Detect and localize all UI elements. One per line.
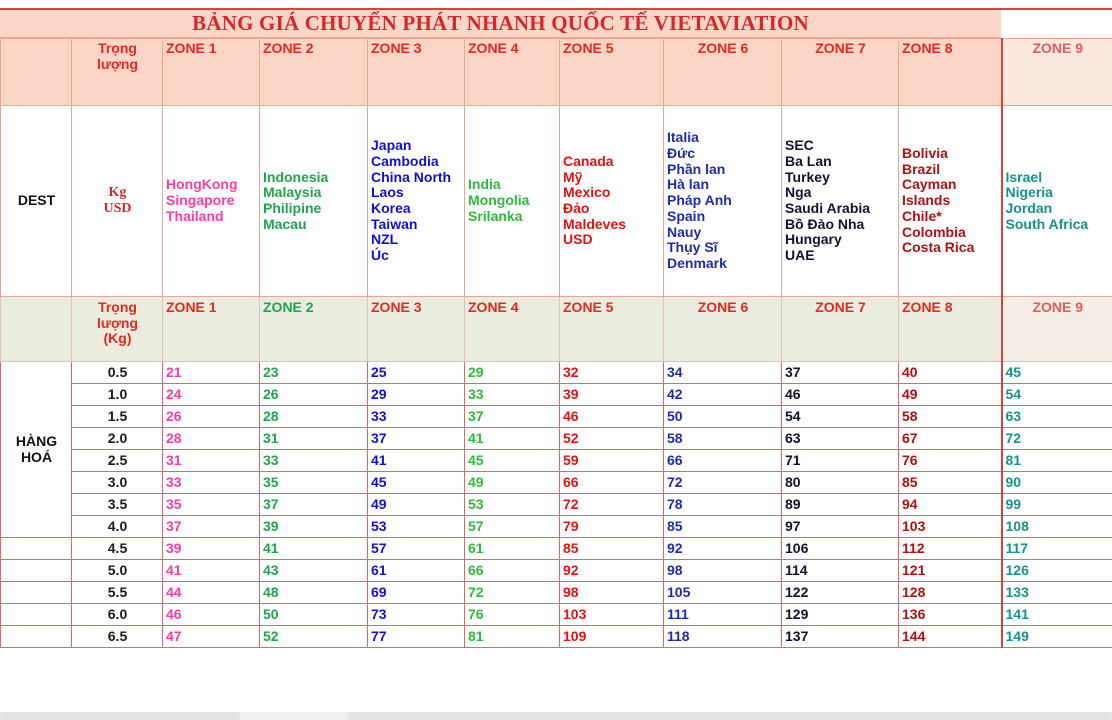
price-cell-zone-2: 35 bbox=[260, 472, 368, 494]
price-cell-zone-4: 61 bbox=[465, 538, 560, 560]
price-cell-zone-7: 114 bbox=[782, 560, 899, 582]
dest-country: UAE bbox=[785, 247, 815, 264]
price-cell-zone-2: 50 bbox=[260, 604, 368, 626]
price-cell-zone-7: 46 bbox=[782, 384, 899, 406]
price-cell-zone-5: 103 bbox=[560, 604, 664, 626]
dest-country: Maldeves bbox=[563, 215, 627, 232]
zone-header-2: ZONE 2 bbox=[260, 39, 368, 106]
price-cell-zone-8: 40 bbox=[899, 362, 1002, 384]
price-cell-zone-7: 106 bbox=[782, 538, 899, 560]
weight-cell: 3.0 bbox=[72, 472, 163, 494]
page-title: BẢNG GIÁ CHUYỂN PHÁT NHANH QUỐC TẾ VIETAVIATION bbox=[192, 11, 809, 35]
price-cell-zone-9: 45 bbox=[1002, 362, 1112, 384]
dest-country: HongKong bbox=[166, 176, 238, 193]
dest-country: Bồ Đào Nha bbox=[785, 215, 865, 232]
price-cell-zone-3: 29 bbox=[368, 384, 465, 406]
price-cell-zone-1: 26 bbox=[163, 406, 260, 428]
price-cell-zone-4: 81 bbox=[465, 626, 560, 648]
price-cell-zone-7: 63 bbox=[782, 428, 899, 450]
zone-header-4: ZONE 4 bbox=[465, 39, 560, 106]
zone-header-5: ZONE 5 bbox=[560, 39, 664, 106]
price-cell-zone-6: 98 bbox=[664, 560, 782, 582]
weight-cell: 0.5 bbox=[72, 362, 163, 384]
price-cell-zone-8: 49 bbox=[899, 384, 1002, 406]
price-cell-zone-9: 117 bbox=[1002, 538, 1112, 560]
price-row bbox=[1, 362, 1112, 384]
zone2-header-4: ZONE 4 bbox=[465, 297, 560, 362]
dest-zone-9 bbox=[1002, 106, 1112, 297]
price-cell-zone-5: 32 bbox=[560, 362, 664, 384]
price-cell-zone-4: 33 bbox=[465, 384, 560, 406]
price-cell-zone-4: 76 bbox=[465, 604, 560, 626]
price-cell-zone-4: 41 bbox=[465, 428, 560, 450]
weight-header-line1: Trọng bbox=[98, 40, 137, 56]
price-cell-zone-4: 72 bbox=[465, 582, 560, 604]
horizontal-scrollbar[interactable] bbox=[0, 712, 1112, 720]
price-cell-zone-9: 126 bbox=[1002, 560, 1112, 582]
price-cell-zone-5: 39 bbox=[560, 384, 664, 406]
zone2-header-6: ZONE 6 bbox=[664, 297, 782, 362]
price-cell-zone-7: 37 bbox=[782, 362, 899, 384]
price-cell-zone-5: 109 bbox=[560, 626, 664, 648]
dest-country: Úc bbox=[371, 247, 389, 264]
price-cell-zone-1: 31 bbox=[163, 450, 260, 472]
price-cell-zone-1: 41 bbox=[163, 560, 260, 582]
price-cell-zone-3: 69 bbox=[368, 582, 465, 604]
unit-label bbox=[72, 106, 163, 297]
zone-header-7: ZONE 7 bbox=[782, 39, 899, 106]
price-cell-zone-2: 52 bbox=[260, 626, 368, 648]
price-cell-zone-5: 79 bbox=[560, 516, 664, 538]
weight-cell: 3.5 bbox=[72, 494, 163, 516]
price-cell-zone-1: 37 bbox=[163, 516, 260, 538]
dest-country: Nga bbox=[785, 184, 812, 201]
weight-header-kg bbox=[72, 297, 163, 362]
price-cell-zone-6: 85 bbox=[664, 516, 782, 538]
dest-country-list bbox=[563, 154, 661, 248]
price-row bbox=[1, 472, 1112, 494]
price-cell-zone-5: 85 bbox=[560, 538, 664, 560]
dest-country: Indonesia bbox=[263, 168, 329, 185]
price-cell-zone-4: 37 bbox=[465, 406, 560, 428]
price-cell-zone-6: 50 bbox=[664, 406, 782, 428]
destination-row bbox=[1, 106, 1112, 297]
title-bar bbox=[0, 8, 1001, 38]
dest-country: India bbox=[468, 176, 501, 193]
price-cell-zone-9: 63 bbox=[1002, 406, 1112, 428]
price-cell-zone-6: 78 bbox=[664, 494, 782, 516]
price-cell-zone-2: 26 bbox=[260, 384, 368, 406]
dest-zone-5 bbox=[560, 106, 664, 297]
price-cell-zone-7: 71 bbox=[782, 450, 899, 472]
price-cell-zone-8: 112 bbox=[899, 538, 1002, 560]
price-row bbox=[1, 538, 1112, 560]
weight-kg-line3: (Kg) bbox=[103, 330, 132, 347]
weight-cell: 6.0 bbox=[72, 604, 163, 626]
blank-label-cell bbox=[1, 604, 72, 626]
price-cell-zone-9: 141 bbox=[1002, 604, 1112, 626]
dest-country: Korea bbox=[371, 200, 411, 216]
price-cell-zone-5: 52 bbox=[560, 428, 664, 450]
price-cell-zone-7: 97 bbox=[782, 516, 899, 538]
price-cell-zone-5: 59 bbox=[560, 450, 664, 472]
price-cell-zone-2: 48 bbox=[260, 582, 368, 604]
price-cell-zone-7: 54 bbox=[782, 406, 899, 428]
dest-country: Thailand bbox=[166, 207, 224, 224]
price-cell-zone-5: 72 bbox=[560, 494, 664, 516]
dest-country-list bbox=[263, 170, 365, 233]
dest-country-list bbox=[902, 146, 999, 256]
price-cell-zone-2: 31 bbox=[260, 428, 368, 450]
dest-zone-4 bbox=[465, 106, 560, 297]
dest-country: Cambodia bbox=[371, 152, 439, 169]
price-cell-zone-6: 105 bbox=[664, 582, 782, 604]
price-cell-zone-7: 137 bbox=[782, 626, 899, 648]
zone-header-9: ZONE 9 bbox=[1002, 39, 1112, 106]
dest-country: Colombia bbox=[902, 223, 966, 240]
price-cell-zone-3: 53 bbox=[368, 516, 465, 538]
dest-country: Saudi Arabia bbox=[785, 200, 871, 216]
dest-zone-3 bbox=[368, 106, 465, 297]
dest-label: DEST bbox=[1, 106, 72, 297]
price-cell-zone-9: 99 bbox=[1002, 494, 1112, 516]
price-cell-zone-2: 39 bbox=[260, 516, 368, 538]
dest-country: Malaysia bbox=[263, 184, 322, 201]
unit-kg: Kg bbox=[108, 185, 127, 201]
dest-country: Ba Lan bbox=[785, 152, 832, 169]
price-cell-zone-8: 136 bbox=[899, 604, 1002, 626]
zone2-header-2: ZONE 2 bbox=[260, 297, 368, 362]
price-row bbox=[1, 604, 1112, 626]
price-row bbox=[1, 626, 1112, 648]
dest-country: Taiwan bbox=[371, 215, 418, 232]
price-cell-zone-7: 80 bbox=[782, 472, 899, 494]
dest-country: Thụy Sĩ bbox=[667, 239, 718, 256]
price-cell-zone-9: 54 bbox=[1002, 384, 1112, 406]
price-cell-zone-6: 42 bbox=[664, 384, 782, 406]
price-cell-zone-6: 34 bbox=[664, 362, 782, 384]
dest-country: South Africa bbox=[1005, 215, 1089, 232]
price-cell-zone-4: 45 bbox=[465, 450, 560, 472]
price-row bbox=[1, 516, 1112, 538]
price-cell-zone-8: 103 bbox=[899, 516, 1002, 538]
blank-label-cell bbox=[1, 560, 72, 582]
zone-header-row bbox=[1, 39, 1112, 106]
weight-cell: 4.0 bbox=[72, 516, 163, 538]
weight-cell: 1.0 bbox=[72, 384, 163, 406]
price-cell-zone-3: 37 bbox=[368, 428, 465, 450]
weight-kg-line2: lượng bbox=[96, 314, 139, 331]
zone2-header-1: ZONE 1 bbox=[163, 297, 260, 362]
dest-country-list bbox=[785, 138, 896, 263]
price-cell-zone-2: 28 bbox=[260, 406, 368, 428]
dest-country: USD bbox=[563, 231, 593, 248]
price-cell-zone-1: 35 bbox=[163, 494, 260, 516]
weight-kg-line1: Trọng bbox=[98, 299, 137, 315]
price-cell-zone-9: 81 bbox=[1002, 450, 1112, 472]
dest-country: Laos bbox=[371, 184, 404, 201]
blank-label-cell bbox=[1, 538, 72, 560]
dest-country: Italia bbox=[667, 129, 699, 146]
price-cell-zone-2: 41 bbox=[260, 538, 368, 560]
dest-country-list bbox=[1006, 170, 1111, 233]
price-row bbox=[1, 494, 1112, 516]
weight-cell: 2.0 bbox=[72, 428, 163, 450]
dest-country: Đảo bbox=[563, 200, 590, 216]
dest-zone-6 bbox=[664, 106, 782, 297]
weight-cell: 5.0 bbox=[72, 560, 163, 582]
dest-country: Mỹ bbox=[563, 168, 583, 185]
dest-country: Macau bbox=[263, 215, 307, 232]
weight-cell: 2.5 bbox=[72, 450, 163, 472]
zone2-header-7: ZONE 7 bbox=[782, 297, 899, 362]
dest-country: Jordan bbox=[1005, 200, 1053, 216]
price-cell-zone-8: 121 bbox=[899, 560, 1002, 582]
zone-header-row-2 bbox=[1, 297, 1112, 362]
zone2-header-5: ZONE 5 bbox=[560, 297, 664, 362]
price-cell-zone-7: 129 bbox=[782, 604, 899, 626]
price-table bbox=[0, 38, 1112, 648]
dest-country: Mexico bbox=[563, 184, 611, 201]
price-cell-zone-1: 47 bbox=[163, 626, 260, 648]
dest-country-list bbox=[166, 177, 257, 224]
dest-country: Nauy bbox=[667, 223, 702, 240]
price-cell-zone-8: 67 bbox=[899, 428, 1002, 450]
dest-country: Đức bbox=[667, 145, 696, 162]
weight-cell: 6.5 bbox=[72, 626, 163, 648]
blank-label-cell bbox=[1, 582, 72, 604]
dest-country: Pháp Anh bbox=[667, 192, 732, 209]
price-cell-zone-8: 58 bbox=[899, 406, 1002, 428]
goods-label-line1: HÀNG bbox=[15, 432, 58, 449]
dest-country-list bbox=[667, 130, 779, 271]
price-cell-zone-4: 29 bbox=[465, 362, 560, 384]
dest-country: Islands bbox=[902, 192, 951, 209]
dest-zone-7 bbox=[782, 106, 899, 297]
dest-zone-2 bbox=[260, 106, 368, 297]
dest-country: China North bbox=[371, 168, 452, 185]
price-cell-zone-2: 37 bbox=[260, 494, 368, 516]
blank-label-cell bbox=[1, 626, 72, 648]
price-cell-zone-9: 133 bbox=[1002, 582, 1112, 604]
price-cell-zone-3: 45 bbox=[368, 472, 465, 494]
price-cell-zone-1: 39 bbox=[163, 538, 260, 560]
unit-usd: USD bbox=[103, 201, 132, 216]
price-row bbox=[1, 428, 1112, 450]
price-cell-zone-5: 92 bbox=[560, 560, 664, 582]
price-cell-zone-1: 28 bbox=[163, 428, 260, 450]
price-row bbox=[1, 406, 1112, 428]
weight-cell: 1.5 bbox=[72, 406, 163, 428]
price-cell-zone-8: 144 bbox=[899, 626, 1002, 648]
zone2-header-9: ZONE 9 bbox=[1002, 297, 1112, 362]
dest-country-list bbox=[371, 138, 462, 263]
dest-country: NZL bbox=[371, 231, 399, 248]
price-cell-zone-1: 33 bbox=[163, 472, 260, 494]
price-cell-zone-6: 66 bbox=[664, 450, 782, 472]
dest-country: Costa Rica bbox=[902, 239, 975, 256]
price-cell-zone-7: 122 bbox=[782, 582, 899, 604]
dest-country: Chile* bbox=[902, 207, 942, 224]
dest-country: Spain bbox=[667, 207, 706, 224]
price-cell-zone-9: 72 bbox=[1002, 428, 1112, 450]
price-cell-zone-2: 23 bbox=[260, 362, 368, 384]
price-cell-zone-8: 76 bbox=[899, 450, 1002, 472]
price-cell-zone-6: 72 bbox=[664, 472, 782, 494]
dest-country: Bolivia bbox=[902, 145, 948, 162]
price-cell-zone-9: 149 bbox=[1002, 626, 1112, 648]
zone2-header-8: ZONE 8 bbox=[899, 297, 1002, 362]
price-cell-zone-6: 111 bbox=[664, 604, 782, 626]
dest-country-list bbox=[468, 177, 557, 224]
price-cell-zone-3: 77 bbox=[368, 626, 465, 648]
zone-header-6: ZONE 6 bbox=[664, 39, 782, 106]
price-cell-zone-1: 46 bbox=[163, 604, 260, 626]
price-cell-zone-4: 66 bbox=[465, 560, 560, 582]
price-cell-zone-5: 66 bbox=[560, 472, 664, 494]
dest-country: Philipine bbox=[263, 200, 322, 216]
price-cell-zone-1: 21 bbox=[163, 362, 260, 384]
price-row bbox=[1, 560, 1112, 582]
dest-country: Mongolia bbox=[468, 192, 530, 209]
dest-zone-1 bbox=[163, 106, 260, 297]
price-cell-zone-2: 43 bbox=[260, 560, 368, 582]
price-cell-zone-7: 89 bbox=[782, 494, 899, 516]
dest-zone-8 bbox=[899, 106, 1002, 297]
dest-country: Israel bbox=[1005, 168, 1043, 185]
dest-country: SEC bbox=[785, 137, 814, 154]
goods-label-line2: HOÁ bbox=[20, 448, 53, 465]
price-cell-zone-3: 33 bbox=[368, 406, 465, 428]
weight-header bbox=[72, 39, 163, 106]
scrollbar-segment-left[interactable] bbox=[0, 712, 240, 720]
weight-header-line2: lượng bbox=[96, 55, 139, 72]
zone-header-8: ZONE 8 bbox=[899, 39, 1002, 106]
dest-country: Singapore bbox=[166, 192, 235, 209]
dest-country: Cayman bbox=[902, 176, 957, 193]
dest-country: Nigeria bbox=[1005, 184, 1053, 201]
price-cell-zone-5: 98 bbox=[560, 582, 664, 604]
scrollbar-segment-right[interactable] bbox=[348, 712, 1112, 720]
weight-cell: 4.5 bbox=[72, 538, 163, 560]
dest-country: Hà lan bbox=[667, 176, 710, 193]
dest-country: Turkey bbox=[785, 168, 830, 185]
price-cell-zone-4: 57 bbox=[465, 516, 560, 538]
price-cell-zone-3: 25 bbox=[368, 362, 465, 384]
price-cell-zone-5: 46 bbox=[560, 406, 664, 428]
header-blank bbox=[1, 39, 72, 106]
goods-label bbox=[1, 362, 72, 538]
price-cell-zone-3: 49 bbox=[368, 494, 465, 516]
dest-country: Brazil bbox=[902, 160, 941, 177]
price-cell-zone-6: 118 bbox=[664, 626, 782, 648]
dest-country: Phần lan bbox=[667, 160, 726, 177]
price-cell-zone-3: 57 bbox=[368, 538, 465, 560]
price-cell-zone-4: 53 bbox=[465, 494, 560, 516]
dest-country: Srilanka bbox=[468, 207, 523, 224]
price-cell-zone-8: 94 bbox=[899, 494, 1002, 516]
header2-blank bbox=[1, 297, 72, 362]
price-cell-zone-8: 128 bbox=[899, 582, 1002, 604]
dest-country: Hungary bbox=[785, 231, 842, 248]
price-row bbox=[1, 582, 1112, 604]
dest-country: Canada bbox=[563, 152, 614, 169]
weight-cell: 5.5 bbox=[72, 582, 163, 604]
price-row bbox=[1, 384, 1112, 406]
dest-country: Denmark bbox=[667, 254, 727, 271]
price-cell-zone-3: 61 bbox=[368, 560, 465, 582]
price-cell-zone-9: 108 bbox=[1002, 516, 1112, 538]
price-cell-zone-3: 41 bbox=[368, 450, 465, 472]
title-bar-right bbox=[1001, 8, 1112, 38]
zone-header-1: ZONE 1 bbox=[163, 39, 260, 106]
dest-country: Japan bbox=[371, 137, 412, 154]
zone2-header-3: ZONE 3 bbox=[368, 297, 465, 362]
price-cell-zone-1: 24 bbox=[163, 384, 260, 406]
price-row bbox=[1, 450, 1112, 472]
zone-header-3: ZONE 3 bbox=[368, 39, 465, 106]
price-cell-zone-2: 33 bbox=[260, 450, 368, 472]
price-cell-zone-8: 85 bbox=[899, 472, 1002, 494]
price-cell-zone-1: 44 bbox=[163, 582, 260, 604]
price-cell-zone-3: 73 bbox=[368, 604, 465, 626]
price-cell-zone-9: 90 bbox=[1002, 472, 1112, 494]
price-cell-zone-4: 49 bbox=[465, 472, 560, 494]
price-cell-zone-6: 58 bbox=[664, 428, 782, 450]
price-cell-zone-6: 92 bbox=[664, 538, 782, 560]
